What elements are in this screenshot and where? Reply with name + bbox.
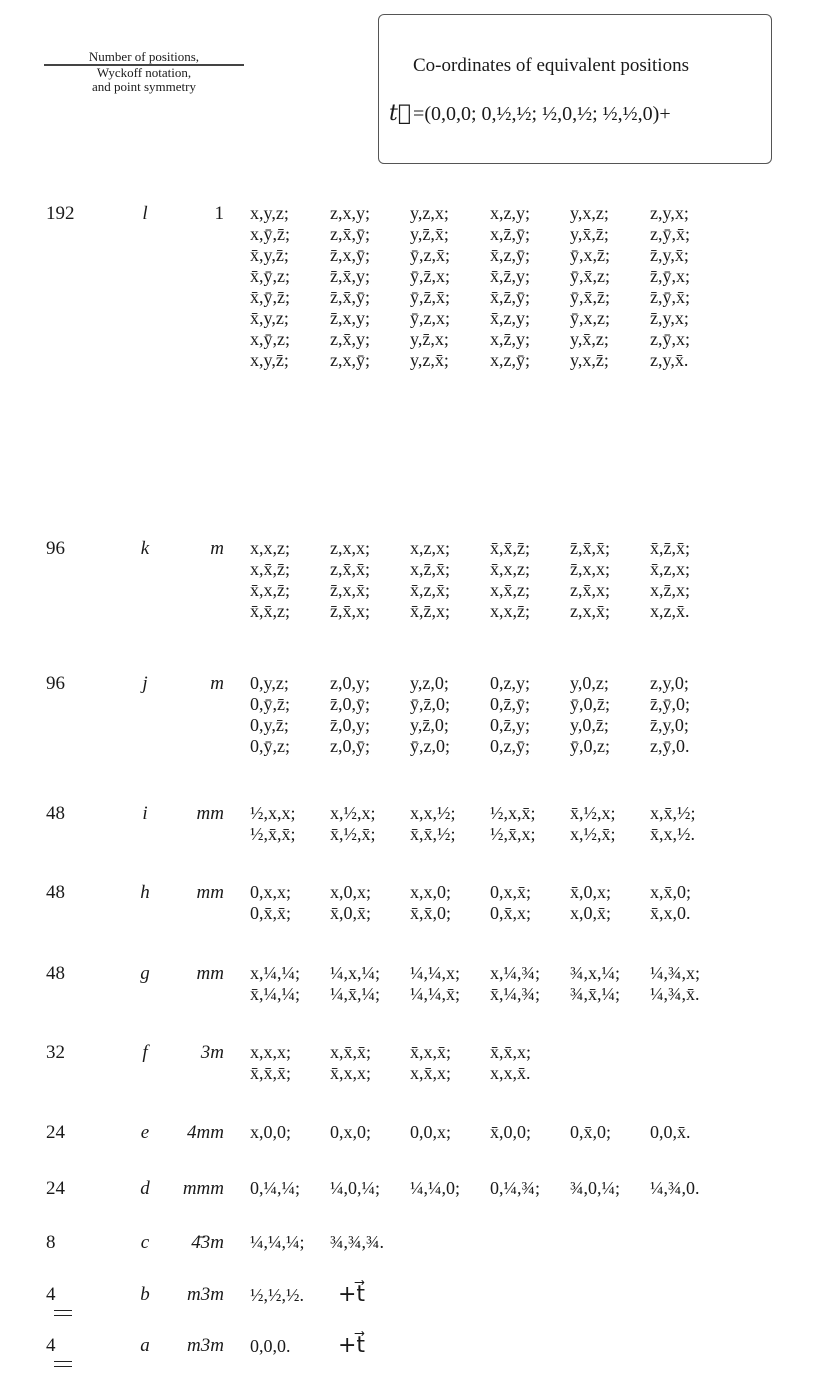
multiplicity: 24 (46, 1122, 65, 1143)
coordinate-triplet: x,x,z̄; (490, 601, 530, 621)
coordinate-triplet: x̄,0,0; (490, 1122, 532, 1142)
coordinate-triplet: ȳ,z,x; (410, 308, 450, 328)
coordinate-triplet: z,x,x; (330, 538, 370, 558)
coordinate-line (250, 1122, 730, 1143)
coordinate-triplet: 0,y,z̄; (250, 715, 289, 735)
coordinate-triplet: 0,z̄,y; (490, 715, 530, 735)
coordinate-triplet: ¼,x̄,¼; (330, 984, 381, 1004)
coordinate-triplet: z̄,ȳ,x̄; (650, 287, 690, 307)
coordinate-triplet: 0,x̄,0; (570, 1122, 612, 1142)
multiplicity: 48 (46, 882, 65, 903)
coordinate-triplet: x,x̄,0; (650, 882, 692, 902)
coordinate-triplet: x,z,x̄. (650, 601, 690, 621)
multiplicity: 48 (46, 963, 65, 984)
coordinate-triplet: ¼,¾,0. (650, 1178, 700, 1198)
coordinate-line (250, 203, 730, 224)
coordinate-triplet: ȳ,z̄,0; (410, 694, 450, 714)
coordinate-triplet: x,x̄,½; (650, 803, 696, 823)
coordinate-triplet: ȳ,z̄,x̄; (410, 287, 450, 307)
coordinate-triplet: y,x,z̄; (570, 350, 609, 370)
coordinates (250, 882, 730, 924)
translation-vectors (389, 101, 671, 126)
coordinate-triplet: 0,x,x̄; (490, 882, 532, 902)
coordinate-triplet: x,ȳ,z̄; (250, 224, 290, 244)
coordinate-triplet: z,x,y; (330, 203, 370, 223)
coordinate-triplet: ¼,¼,x; (410, 963, 461, 983)
coordinate-triplet: x,½,x; (330, 803, 376, 823)
coordinate-triplet: x̄,z̄,x̄; (650, 538, 690, 558)
coordinate-triplet: y,z̄,x; (410, 329, 449, 349)
coordinate-line (250, 1335, 365, 1357)
coordinate-triplet: x̄,x,½. (650, 824, 695, 844)
coordinate-triplet: ½,x̄,x; (490, 824, 536, 844)
column-header-line-3: and point symmetry (92, 79, 196, 94)
point-symmetry: m (210, 673, 224, 694)
coordinate-triplet: z,x̄,x; (570, 580, 610, 600)
coordinates (250, 538, 730, 622)
point-symmetry: 3m (200, 1042, 224, 1063)
coordinate-triplet: x̄,x,x; (330, 1063, 372, 1083)
wyckoff-letter: i (142, 803, 148, 824)
coordinate-triplet: ȳ,0,z̄; (570, 694, 610, 714)
coordinate-triplet: z,y,x̄. (650, 350, 689, 370)
coordinate-triplet: ȳ,x,z̄; (570, 245, 610, 265)
coordinate-triplet: x̄,x,x̄; (410, 1042, 452, 1062)
translation-list: =(0,0,0; 0,½,½; ½,0,½; ½,½,0)+ (413, 103, 671, 125)
handwritten-translation-note: +t⃗ (338, 1333, 366, 1358)
coordinate-line (250, 350, 730, 371)
coordinate-triplet: y,z̄,0; (410, 715, 449, 735)
coordinate-triplet: z̄,x,x; (570, 559, 610, 579)
coordinate-triplet: y,z,x̄; (410, 350, 449, 370)
point-symmetry: mm (196, 882, 224, 903)
multiplicity: 4 (46, 1284, 56, 1305)
coordinate-triplet: x̄,y,z; (250, 308, 289, 328)
coordinate-triplet: x,z̄,y; (490, 329, 530, 349)
multiplicity: 4 (46, 1335, 56, 1356)
coordinate-line (250, 601, 730, 622)
point-symmetry: m3m (187, 1284, 224, 1305)
coordinate-triplet: z,x̄,y; (330, 329, 370, 349)
coordinate-triplet: x,x̄,z̄; (250, 559, 290, 579)
coordinate-triplet: x̄,x̄,0; (410, 903, 452, 923)
coordinate-triplet: z̄,ȳ,x; (650, 266, 690, 286)
coordinate-triplet: x,x,x̄. (490, 1063, 531, 1083)
coordinates (250, 1232, 410, 1253)
coordinate-triplet: ¼,¾,x̄. (650, 984, 700, 1004)
coordinate-line (250, 984, 730, 1005)
coordinate-triplet: z,ȳ,x̄; (650, 224, 690, 244)
coordinate-triplet: x̄,x,z; (490, 559, 530, 579)
coordinate-triplet: x̄,z,ȳ; (490, 245, 530, 265)
coordinate-triplet: y,0,z̄; (570, 715, 609, 735)
coordinate-triplet: ½,x,x̄; (490, 803, 536, 823)
coordinate-line (250, 266, 730, 287)
coordinate-line (250, 803, 730, 824)
coordinate-triplet: ¾,x̄,¼; (570, 984, 621, 1004)
coordinate-triplet: 0,ȳ,z; (250, 736, 290, 756)
coordinate-triplet: ȳ,z̄,x; (410, 266, 450, 286)
coordinate-triplet: z̄,x̄,ȳ; (330, 287, 370, 307)
coordinate-triplet: z̄,x,y; (330, 308, 370, 328)
coordinate-triplet: z̄,x,ȳ; (330, 245, 370, 265)
coordinate-triplet: z,y,x; (650, 203, 689, 223)
column-header (44, 50, 244, 94)
coordinate-triplet: ȳ,x̄,z̄; (570, 287, 610, 307)
coordinate-triplet: ȳ,z,0; (410, 736, 450, 756)
coordinates (250, 803, 730, 845)
coordinate-triplet: 0,z,y; (490, 673, 530, 693)
multiplicity: 96 (46, 673, 65, 694)
coordinate-triplet: x,¼,¼; (250, 963, 301, 983)
coordinate-triplet: ȳ,x,z; (570, 308, 610, 328)
column-header-line-1: Number of positions, (44, 50, 244, 66)
coordinate-triplet: ¼,¼,x̄; (410, 984, 461, 1004)
coordinate-triplet: y,x,z; (570, 203, 609, 223)
coordinate-triplet: x,z̄,x; (650, 580, 690, 600)
coordinate-triplet: x̄,x̄,x̄; (250, 1063, 292, 1083)
coordinate-triplet: x̄,ȳ,z; (250, 266, 290, 286)
coordinate-triplet: 0,x,0; (330, 1122, 372, 1142)
coordinate-line (250, 824, 730, 845)
coordinate-triplet: x̄,z̄,y; (490, 266, 530, 286)
coordinate-triplet: x,0,x̄; (570, 903, 612, 923)
coordinate-triplet: z̄,y,x̄; (650, 245, 689, 265)
multiplicity: 96 (46, 538, 65, 559)
coordinates (250, 203, 730, 371)
translation-symbol: t⃗ (389, 101, 412, 126)
wyckoff-letter: l (142, 203, 148, 224)
coordinate-triplet: z,x,ȳ; (330, 350, 370, 370)
coordinate-triplet: x,0,x; (330, 882, 372, 902)
coordinate-triplet: x,x,x; (250, 1042, 292, 1062)
handwritten-underline (54, 1361, 72, 1362)
coordinate-triplet: x̄,ȳ,z̄; (250, 287, 290, 307)
coordinate-triplet: z̄,x̄,x̄; (570, 538, 610, 558)
handwritten-underline (54, 1366, 72, 1367)
point-symmetry: 1 (214, 203, 224, 224)
coordinate-line (250, 287, 730, 308)
coordinate-triplet: 0,y,z; (250, 673, 289, 693)
coordinate-triplet: x̄,y,z̄; (250, 245, 289, 265)
coordinate-triplet: 0,ȳ,z̄; (250, 694, 290, 714)
coordinate-line (250, 903, 730, 924)
coordinate-triplet: x̄,¼,¾; (490, 984, 541, 1004)
coordinate-triplet: x̄,x̄,z; (250, 601, 290, 621)
coordinate-triplet: x,z,y; (490, 203, 530, 223)
coordinate-triplet: ¾,¾,¾. (330, 1232, 384, 1252)
point-symmetry: mm (196, 803, 224, 824)
coordinate-triplet: z,x̄,x̄; (330, 559, 370, 579)
coordinate-triplet: x̄,z,y; (490, 308, 530, 328)
coordinate-triplet: x,¼,¾; (490, 963, 541, 983)
coordinate-triplet: x̄,½,x̄; (330, 824, 376, 844)
coordinate-triplet: y,0,z; (570, 673, 609, 693)
coordinate-triplet: x,z,x; (410, 538, 450, 558)
coordinate-line (250, 882, 730, 903)
coordinates (250, 1122, 730, 1143)
wyckoff-letter: e (140, 1122, 150, 1143)
coordinates (250, 673, 730, 757)
coordinate-triplet: y,x̄,z̄; (570, 224, 609, 244)
handwritten-underline (54, 1310, 72, 1311)
wyckoff-letter: d (140, 1178, 150, 1199)
coordinate-line (250, 715, 730, 736)
point-symmetry: m (210, 538, 224, 559)
coordinate-triplet: z,0,ȳ; (330, 736, 370, 756)
wyckoff-letter: k (140, 538, 150, 559)
coordinates (250, 1335, 365, 1357)
coordinate-line (250, 559, 730, 580)
coordinate-triplet: z,ȳ,0. (650, 736, 690, 756)
coordinate-line (250, 736, 730, 757)
point-symmetry: mm (196, 963, 224, 984)
coordinate-line (250, 673, 730, 694)
coordinate-triplet: x,z̄,ȳ; (490, 224, 530, 244)
coordinate-triplet: z,0,y; (330, 673, 370, 693)
handwritten-underline (54, 1315, 72, 1316)
coordinate-triplet: y,z,0; (410, 673, 449, 693)
coordinate-triplet: x̄,z,x; (650, 559, 690, 579)
coordinate-triplet: ¾,0,¼; (570, 1178, 621, 1198)
point-symmetry: 4mm (187, 1122, 224, 1143)
coordinate-triplet: 0,¼,¾; (490, 1178, 541, 1198)
coordinate-triplet: ½,x̄,x̄; (250, 824, 296, 844)
coordinate-triplet: z,x̄,ȳ; (330, 224, 370, 244)
coordinate-line (250, 538, 730, 559)
coordinate-triplet: x,y,z̄; (250, 350, 289, 370)
coordinate-triplet: 0,z̄,ȳ; (490, 694, 530, 714)
coordinate-triplet: x,y,z; (250, 203, 289, 223)
coordinate-line (250, 1284, 365, 1306)
wyckoff-letter: f (142, 1042, 148, 1063)
coordinate-triplet: x,x,0; (410, 882, 452, 902)
coordinate-triplet: 0,0,x̄. (650, 1122, 691, 1142)
coordinates (250, 1284, 365, 1306)
point-symmetry: m3m (187, 1335, 224, 1356)
coordinate-triplet: z̄,0,y; (330, 715, 370, 735)
coordinate-line (250, 1232, 410, 1253)
wyckoff-letter: b (140, 1284, 150, 1305)
coordinate-line (250, 329, 730, 350)
coordinate-line (250, 963, 730, 984)
coordinate-line (250, 1063, 570, 1084)
coordinate-triplet: x̄,z̄,ȳ; (490, 287, 530, 307)
coordinate-triplet: x̄,z̄,x; (410, 601, 450, 621)
coordinate-triplet: x̄,½,x; (570, 803, 616, 823)
coordinate-triplet: x,x̄,x̄; (330, 1042, 372, 1062)
coordinate-triplet: x̄,x̄,z̄; (490, 538, 530, 558)
coordinate-triplet: z̄,x,x̄; (330, 580, 370, 600)
wyckoff-letter: h (140, 882, 150, 903)
wyckoff-letter: c (140, 1232, 150, 1253)
coordinate-triplet: z,ȳ,x; (650, 329, 690, 349)
coordinate-triplet: z̄,y,x; (650, 308, 689, 328)
coordinate-triplet: 0,x̄,x; (490, 903, 532, 923)
coordinate-triplet: y,z,x; (410, 203, 449, 223)
coordinate-triplet: x̄,z,x̄; (410, 580, 450, 600)
coordinate-line (250, 1042, 570, 1063)
coordinate-triplet: ¼,x,¼; (330, 963, 381, 983)
coordinate-line (250, 694, 730, 715)
coordinates (250, 1178, 730, 1199)
coordinate-triplet: x̄,0,x̄; (330, 903, 372, 923)
coordinate-triplet: ¼,¾,x; (650, 963, 701, 983)
box-title: Co-ordinates of equivalent positions (413, 55, 689, 76)
coordinate-triplet: x,ȳ,z; (250, 329, 290, 349)
coordinate-triplet: 0,0,0. (250, 1336, 291, 1356)
coordinate-triplet: 0,z,ȳ; (490, 736, 530, 756)
multiplicity: 24 (46, 1178, 65, 1199)
multiplicity: 32 (46, 1042, 65, 1063)
coordinate-triplet: z̄,ȳ,0; (650, 694, 690, 714)
coordinate-triplet: x̄,x̄,½; (410, 824, 456, 844)
multiplicity: 8 (46, 1232, 56, 1253)
wyckoff-letter: g (140, 963, 150, 984)
wyckoff-letter: a (140, 1335, 150, 1356)
coordinate-triplet: ȳ,z,x̄; (410, 245, 450, 265)
coordinate-triplet: y,x̄,z; (570, 329, 609, 349)
wyckoff-letter: j (142, 673, 148, 694)
coordinate-triplet: 0,0,x; (410, 1122, 452, 1142)
coordinates (250, 1042, 570, 1084)
column-header-line-2: Wyckoff notation, (96, 65, 192, 80)
coordinate-line (250, 308, 730, 329)
coordinate-triplet: z̄,y,0; (650, 715, 689, 735)
coordinate-triplet: x,x,½; (410, 803, 456, 823)
coordinate-triplet: y,z̄,x̄; (410, 224, 449, 244)
coordinate-triplet: x,z̄,x̄; (410, 559, 450, 579)
coordinate-triplet: 0,x,x; (250, 882, 292, 902)
coordinate-triplet: ½,½,½. (250, 1285, 304, 1305)
coordinate-triplet: 0,x̄,x̄; (250, 903, 292, 923)
multiplicity: 48 (46, 803, 65, 824)
handwritten-translation-note: +t⃗ (338, 1282, 366, 1307)
coordinate-line (250, 1178, 730, 1199)
coordinate-triplet: x̄,x,0. (650, 903, 691, 923)
coordinate-triplet: z̄,0,ȳ; (330, 694, 370, 714)
coordinate-triplet: 0,¼,¼; (250, 1178, 301, 1198)
coordinate-triplet: ȳ,0,z; (570, 736, 610, 756)
coordinate-triplet: x̄,¼,¼; (250, 984, 301, 1004)
coordinate-triplet: x,z,ȳ; (490, 350, 530, 370)
coordinate-triplet: z̄,x̄,y; (330, 266, 370, 286)
coordinate-triplet: z,x,x̄; (570, 601, 610, 621)
coordinate-triplet: ¼,0,¼; (330, 1178, 381, 1198)
coordinate-triplet: ¼,¼,¼; (250, 1232, 305, 1252)
multiplicity: 192 (46, 203, 75, 224)
coordinates (250, 963, 730, 1005)
coordinate-triplet: ¾,x,¼; (570, 963, 621, 983)
coordinate-triplet: x̄,x̄,x; (490, 1042, 532, 1062)
coordinate-line (250, 580, 730, 601)
coordinate-triplet: x,x̄,x; (410, 1063, 452, 1083)
coordinate-triplet: z̄,x̄,x; (330, 601, 370, 621)
coordinate-triplet: x,x̄,z; (490, 580, 530, 600)
equivalent-positions-box (378, 14, 772, 164)
coordinate-triplet: ȳ,x̄,z; (570, 266, 610, 286)
coordinate-line (250, 224, 730, 245)
coordinate-triplet: x̄,0,x; (570, 882, 612, 902)
point-symmetry: mmm (182, 1178, 224, 1199)
point-symmetry: 4̄3m (191, 1232, 224, 1253)
coordinate-triplet: z,y,0; (650, 673, 689, 693)
coordinate-triplet: x,x,z; (250, 538, 290, 558)
coordinate-triplet: ½,x,x; (250, 803, 296, 823)
coordinate-line (250, 245, 730, 266)
coordinate-triplet: x,½,x̄; (570, 824, 616, 844)
coordinate-triplet: ¼,¼,0; (410, 1178, 461, 1198)
coordinate-triplet: x̄,x,z̄; (250, 580, 290, 600)
coordinate-triplet: x,0,0; (250, 1122, 292, 1142)
